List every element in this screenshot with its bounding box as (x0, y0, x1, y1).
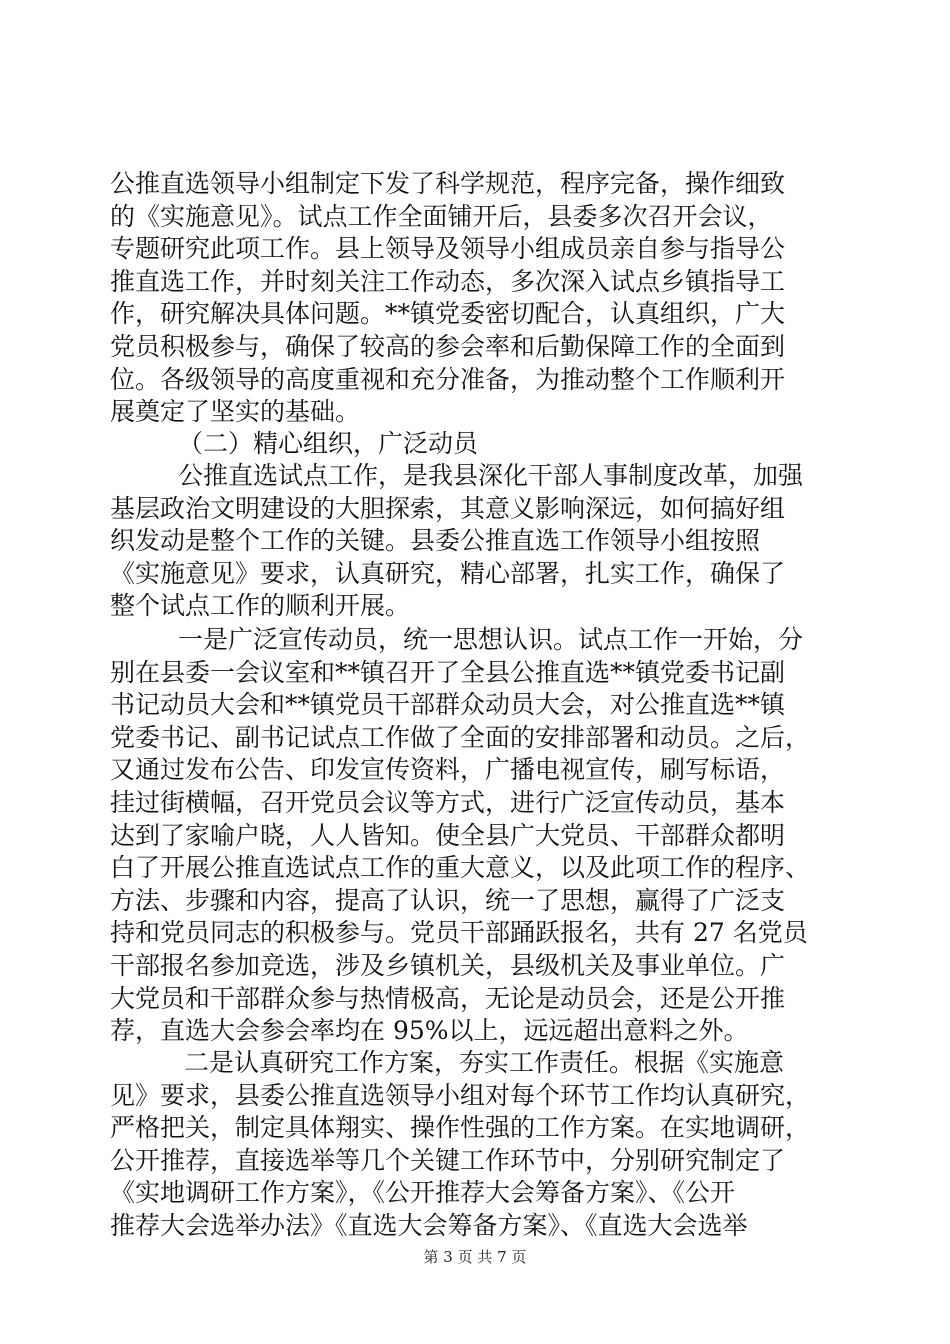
paragraph-work-plan (110, 1047, 840, 1243)
text-line: 挂过街横幅，召开党员会议等方式，进行广泛宣传动员，基本 (110, 787, 786, 817)
text-line: 一是广泛宣传动员，统一思想认识。试点工作一开始，分 (178, 625, 804, 654)
paragraph-pilot-significance (110, 460, 840, 623)
text-line: 持和党员同志的积极参与。党员干部踊跃报名，共有 27 名党员 (110, 918, 808, 948)
text-line: 推直选工作，并时刻关注工作动态，多次深入试点乡镇指导工 (110, 266, 786, 296)
text-line: 整个试点工作的顺利开展。 (110, 591, 411, 621)
text-line: 作，研究解决具体问题。**镇党委密切配合，认真组织，广大 (110, 299, 786, 329)
page-footer (0, 1246, 950, 1267)
text-line: 达到了家喻户晓，人人皆知。使全县广大党员、干部群众都明 (110, 820, 786, 850)
text-line: 党委书记、副书记试点工作做了全面的安排部署和动员。之后， (110, 722, 811, 752)
section-heading-organize-mobilize (110, 428, 840, 461)
text-line: 的《实施意见》。试点工作全面铺开后，县委多次召开会议， (110, 201, 773, 231)
text-line: 严格把关，制定具体翔实、操作性强的工作方案。在实地调研， (110, 1113, 811, 1143)
text-line: 基层政治文明建设的大胆探索，其意义影响深远，如何搞好组 (110, 493, 786, 523)
text-line: 书记动员大会和**镇党员干部群众动员大会，对公推直选**镇 (110, 690, 786, 720)
text-line: 见》要求，县委公推直选领导小组对每个环节工作均认真研究， (110, 1080, 811, 1110)
text-line: 荐，直选大会参会率均在 95%以上，远远超出意料之外。 (110, 1016, 749, 1046)
text-line: 公开推荐，直接选举等几个关键工作环节中，分别研究制定了 (110, 1145, 786, 1175)
text-line: 专题研究此项工作。县上领导及领导小组成员亲自参与指导公 (110, 234, 786, 264)
text-line: 《实地调研工作方案》，《公开推荐大会筹备方案》、《公开 (110, 1178, 736, 1208)
section-heading: （二）精心组织，广泛动员 (178, 429, 479, 458)
text-line: 《实施意见》要求，认真研究，精心部署，扎实工作，确保了 (110, 558, 786, 588)
text-line: 位。各级领导的高度重视和充分准备，为推动整个工作顺利开 (110, 364, 786, 394)
page-indicator: 第 3 页 共 7 页 (423, 1248, 527, 1266)
text-line: 公推直选领导小组制定下发了科学规范，程序完备，操作细致 (110, 169, 786, 198)
text-line: 展奠定了坚实的基础。 (110, 397, 361, 427)
text-line: 别在县委一会议室和**镇召开了全县公推直选**镇党委书记副 (110, 657, 786, 687)
paragraph-implementation-opinion (110, 168, 840, 429)
text-line: 织发动是整个工作的关键。县委公推直选工作领导小组按照 (110, 526, 761, 556)
text-line: 干部报名参加竞选，涉及乡镇机关，县级机关及事业单位。广 (110, 950, 786, 980)
text-line: 党员积极参与，确保了较高的参会率和后勤保障工作的全面到 (110, 331, 786, 361)
text-line: 大党员和干部群众参与热情极高，无论是动员会，还是公开推 (110, 983, 786, 1013)
text-line: 推荐大会选举办法》《直选大会筹备方案》、《直选大会选举 (110, 1210, 748, 1240)
text-line: 二是认真研究工作方案，夯实工作责任。根据《实施意 (184, 1048, 785, 1077)
text-line: 方法、步骤和内容，提高了认识，统一了思想，赢得了广泛支 (110, 885, 786, 915)
text-line: 又通过发布公告、印发宣传资料，广播电视宣传，刷写标语， (110, 755, 786, 785)
text-line: 白了开展公推直选试点工作的重大意义，以及此项工作的程序、 (110, 853, 811, 883)
paragraph-publicity-mobilization (110, 624, 840, 1048)
text-line: 公推直选试点工作，是我县深化干部人事制度改革，加强 (178, 461, 804, 490)
